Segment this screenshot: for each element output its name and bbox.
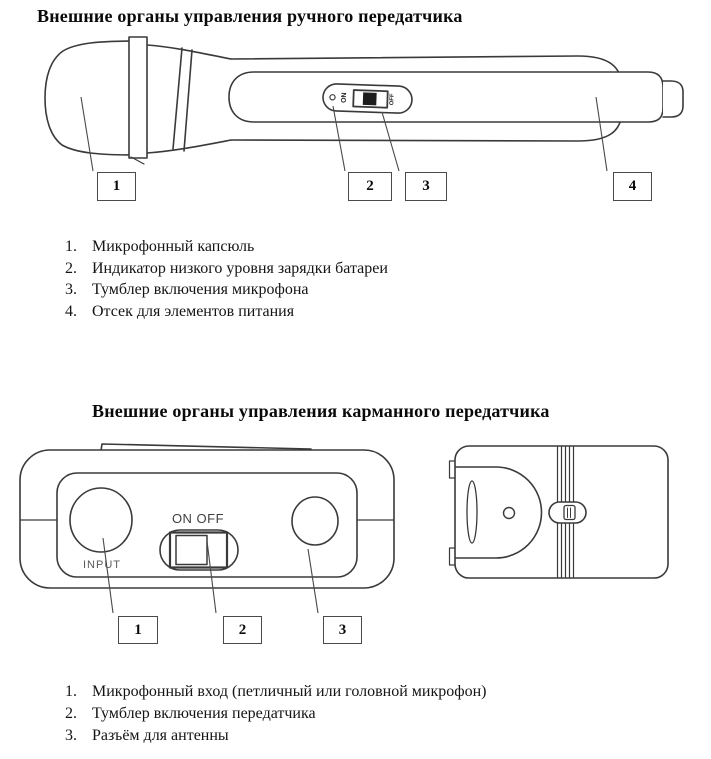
battery-compartment [229,72,663,122]
mic-taper-seam-1 [173,48,182,149]
callout-box-battery: 4 [613,172,652,201]
legend-text: Разъём для антенны [92,727,229,744]
callout-box-led: 2 [348,172,392,201]
legend-number: 1. [65,238,77,255]
mic-taper-top [147,45,231,59]
input-label: INPUT [83,559,121,571]
onoff-label: ON OFF [171,511,225,526]
legend-number: 4. [65,303,77,321]
legend-item [65,258,388,280]
legend-number: 2. [65,705,77,722]
mic-end-cap [663,81,683,117]
mic-off-label: OFF [389,93,396,106]
callout-box-switch: 3 [405,172,447,201]
mic-ring [129,37,147,158]
clip-latch-button [564,506,575,520]
legend-item [65,301,388,323]
callout-box-capsule: 1 [97,172,136,201]
mic-on-label: ON [340,92,349,104]
legend-text: Тумблер включения микрофона [92,281,309,299]
legend-text: Индикатор низкого уровня зарядки батареи [92,259,388,277]
legend-number: 3. [65,727,77,744]
legend-item [65,703,487,725]
input-jack [70,488,132,552]
antenna-jack [292,497,338,545]
mic-capsule [45,41,133,155]
legend-text: Отсек для элементов питания [92,303,295,321]
callout-box-input: 1 [118,616,158,644]
legend-number: 1. [65,683,77,700]
legend-number: 2. [65,259,77,277]
legend-item [65,236,388,258]
callout-box-antenna: 3 [323,616,362,644]
legend-item [65,725,487,747]
callout-box-switch: 2 [223,616,262,644]
legend-number: 3. [65,281,77,299]
battery-low-led [330,95,335,100]
legend-text: Тумблер включения передатчика [92,705,316,722]
power-switch-knob [363,92,377,105]
legend-text: Микрофонный вход (петличный или головной микрофон) [92,683,487,700]
power-switch-knob [176,536,207,565]
legend-text: Микрофонный капсюль [92,238,255,255]
mic-taper-seam-2 [184,50,192,151]
legend-item [65,279,388,301]
bodypack-legend [65,681,487,747]
section-title-bodypack: Внешние органы управления карманного передатчика [92,401,550,421]
mic-taper-bottom [147,140,231,153]
handheld-legend [65,236,388,323]
legend-item [65,681,487,703]
section-title-handheld: Внешние органы управления ручного передатчика [37,6,463,26]
